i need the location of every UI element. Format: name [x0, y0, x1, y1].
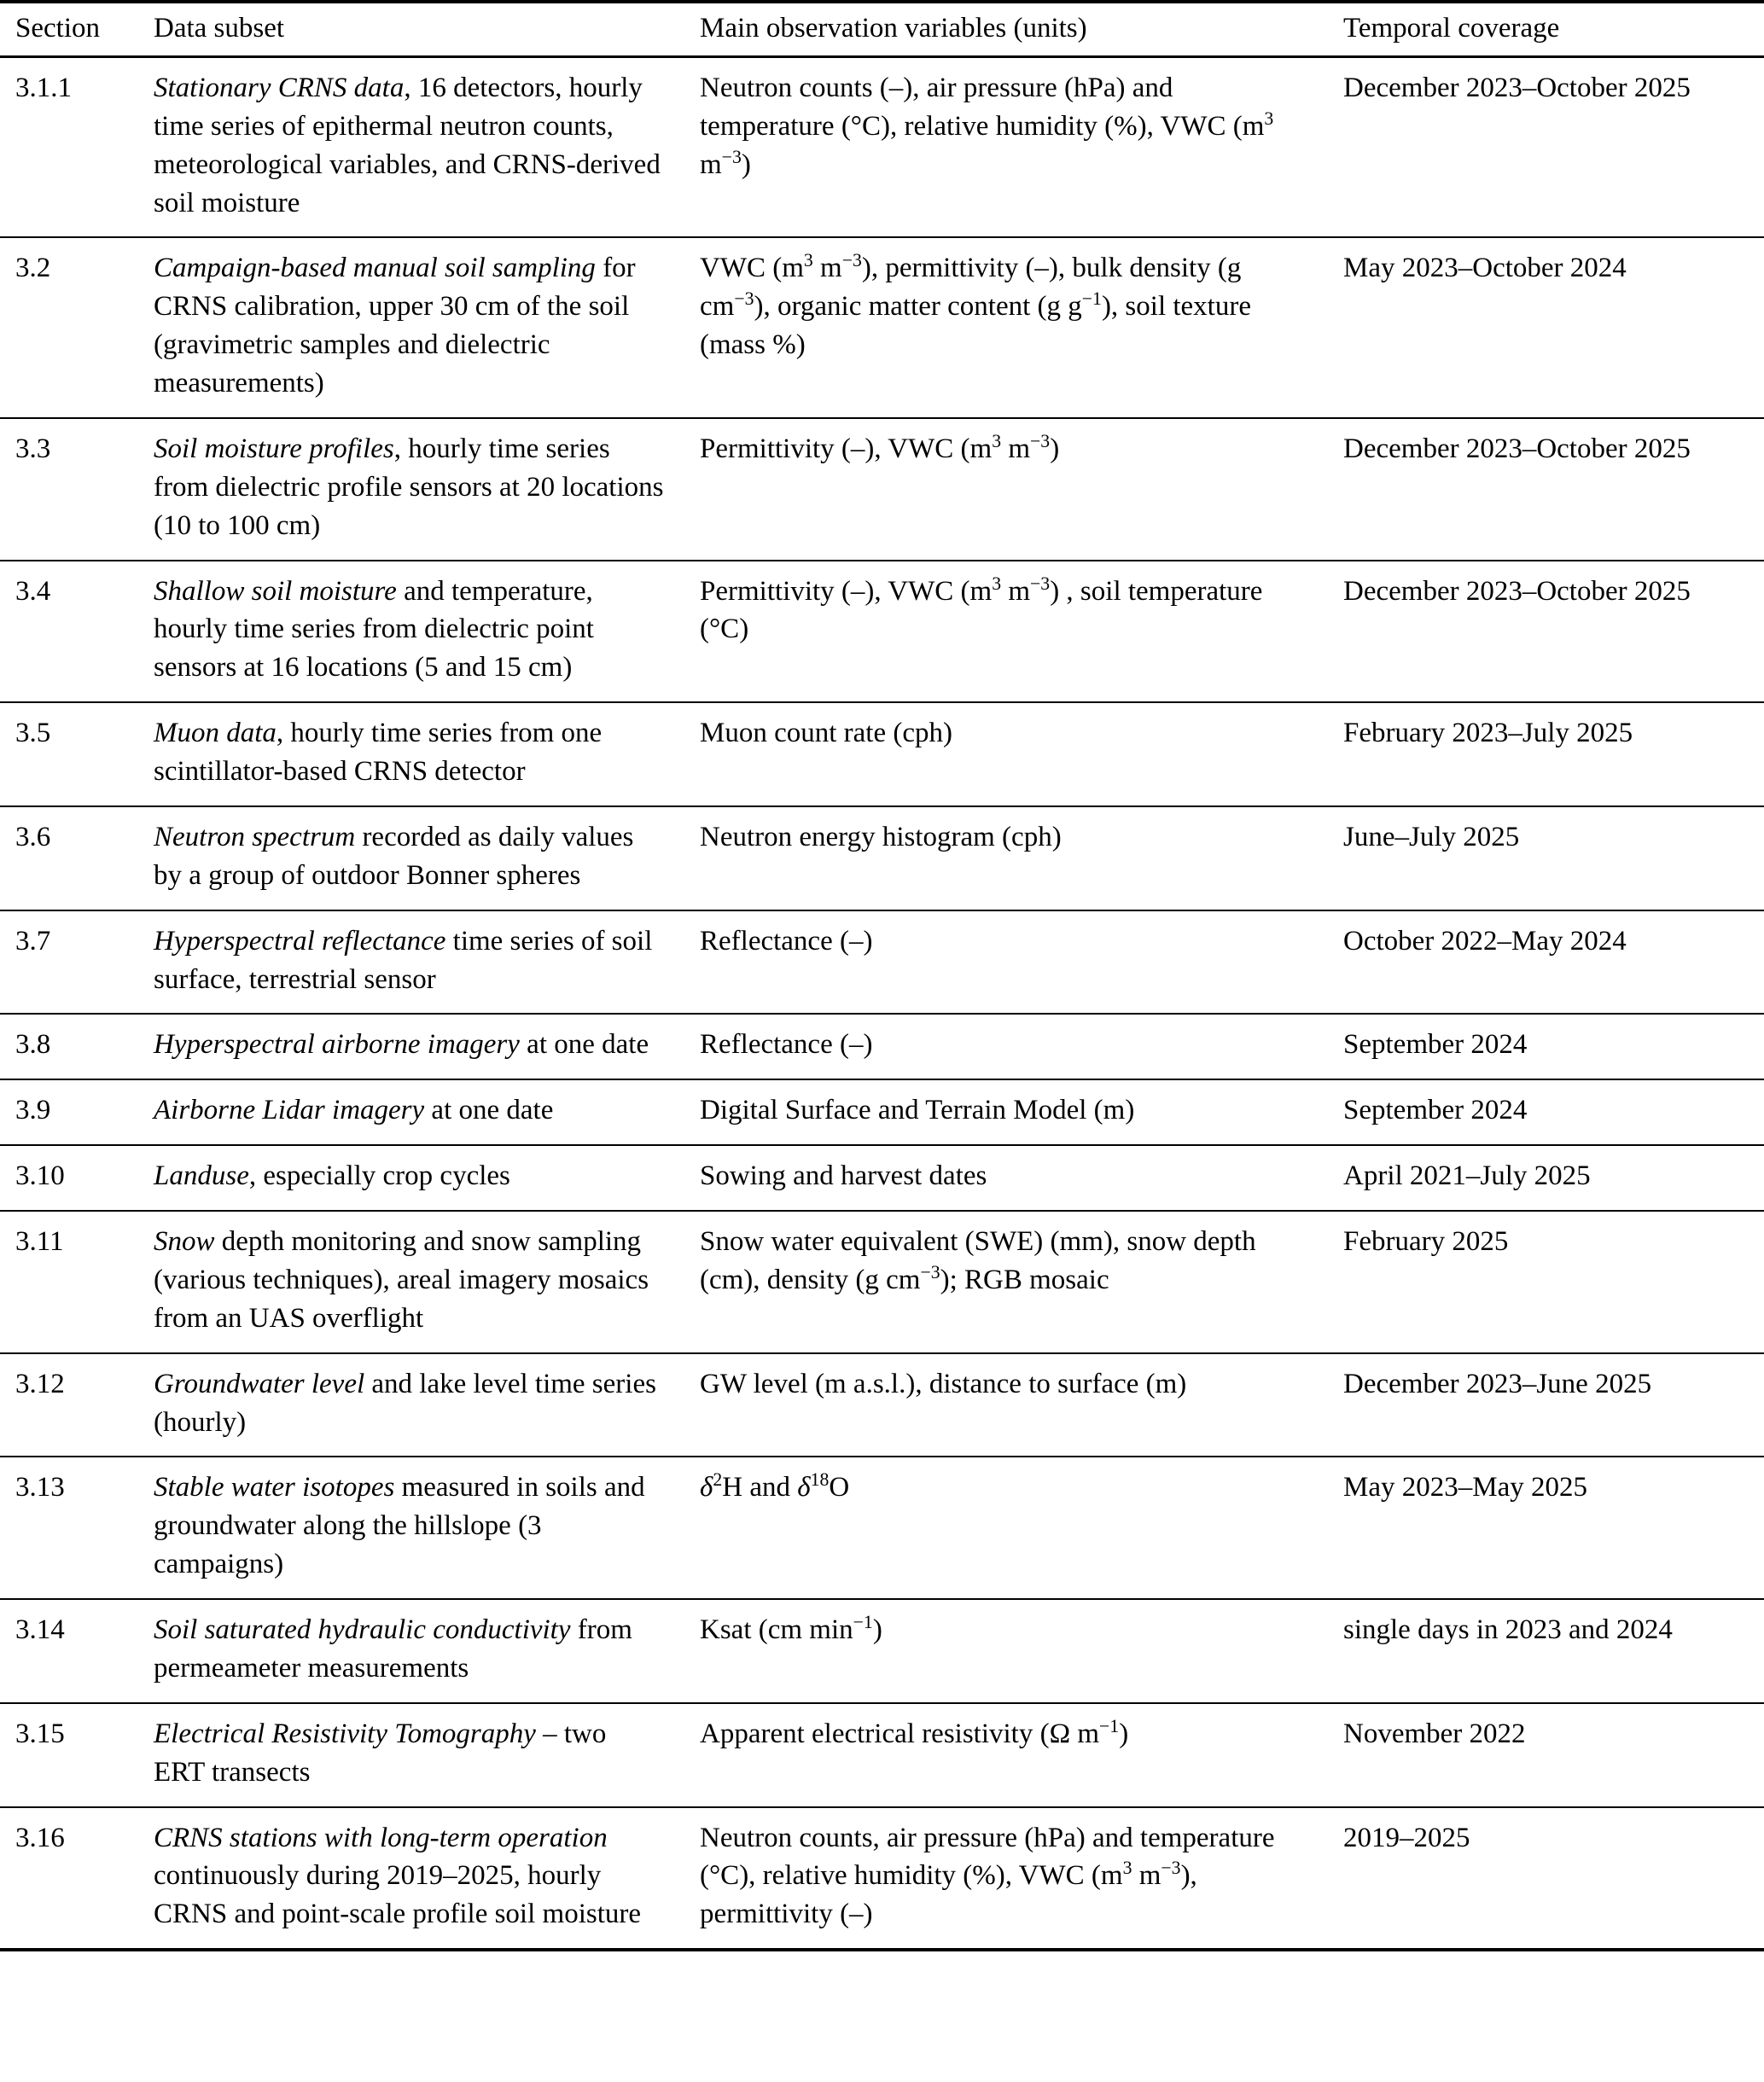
table-row — [0, 418, 1764, 561]
data-subset-cell: Hyperspectral airborne imagery at one date — [154, 1014, 700, 1079]
coverage-cell: October 2022–May 2024 — [1343, 910, 1764, 1015]
table-row — [0, 1211, 1764, 1353]
table-row — [0, 1014, 1764, 1079]
variables-cell: Permittivity (–), VWC ($m^3$ $m^{-3}$) , soil temperature (°C) — [700, 561, 1343, 703]
table-body — [0, 56, 1764, 1950]
data-subset-cell: Soil moisture profiles, hourly time series from dielectric profile sensors at 20 locations (10 to 100 cm) — [154, 418, 700, 561]
data-subset-cell: Shallow soil moisture and temperature, hourly time series from dielectric point sensors at 16 locations (5 and 15 cm) — [154, 561, 700, 703]
data-subset-cell: Groundwater level and lake level time series (hourly) — [154, 1353, 700, 1457]
table-row — [0, 1703, 1764, 1807]
table-row — [0, 1079, 1764, 1145]
section-cell: 3.1.1 — [0, 56, 154, 237]
variables-cell: Snow water equivalent (SWE) (mm), snow depth (cm), density (g $cm^{-3}$); RGB mosaic — [700, 1211, 1343, 1353]
section-cell: 3.4 — [0, 561, 154, 703]
variables-cell: Ksat (cm $\min^{-1}$) — [700, 1599, 1343, 1703]
table-row — [0, 56, 1764, 237]
section-cell: 3.3 — [0, 418, 154, 561]
table-row — [0, 806, 1764, 910]
table-row — [0, 1145, 1764, 1211]
section-cell: 3.7 — [0, 910, 154, 1015]
coverage-cell: December 2023–October 2025 — [1343, 418, 1764, 561]
variables-cell: Reflectance (–) — [700, 1014, 1343, 1079]
section-cell: 3.8 — [0, 1014, 154, 1079]
data-subset-cell: Muon data, hourly time series from one scintillator-based CRNS detector — [154, 702, 700, 806]
coverage-cell: 2019–2025 — [1343, 1807, 1764, 1951]
coverage-cell: May 2023–October 2024 — [1343, 237, 1764, 418]
coverage-cell: single days in 2023 and 2024 — [1343, 1599, 1764, 1703]
col-header-temporal-coverage: Temporal coverage — [1343, 2, 1764, 56]
section-cell: 3.16 — [0, 1807, 154, 1951]
section-cell: 3.12 — [0, 1353, 154, 1457]
data-subset-cell: Campaign-based manual soil sampling for CRNS calibration, upper 30 cm of the soil (gravimetric samples and dielectric measurements) — [154, 237, 700, 418]
variables-cell: Apparent electrical resistivity (Ω $m^{-1}$) — [700, 1703, 1343, 1807]
variables-cell: Digital Surface and Terrain Model (m) — [700, 1079, 1343, 1145]
table-row — [0, 702, 1764, 806]
data-subset-cell: Neutron spectrum recorded as daily values by a group of outdoor Bonner spheres — [154, 806, 700, 910]
data-subset-cell: Stationary CRNS data, 16 detectors, hourly time series of epithermal neutron counts, meteorological variables, and CRNS-derived soil moisture — [154, 56, 700, 237]
coverage-cell: February 2025 — [1343, 1211, 1764, 1353]
variables-cell: VWC ($m^3$ $m^{-3}$), permittivity (–), bulk density (g $cm^{-3}$), organic matter content (g $g^{-1}$), soil texture (mass %) — [700, 237, 1343, 418]
table-row — [0, 1599, 1764, 1703]
section-cell: 3.6 — [0, 806, 154, 910]
coverage-cell: November 2022 — [1343, 1703, 1764, 1807]
col-header-data-subset: Data subset — [154, 2, 700, 56]
col-header-variables: Main observation variables (units) — [700, 2, 1343, 56]
variables-cell: Reflectance (–) — [700, 910, 1343, 1015]
table-header — [0, 2, 1764, 56]
col-header-section: Section — [0, 2, 154, 56]
data-subset-cell: Stable water isotopes measured in soils and groundwater along the hillslope (3 campaigns) — [154, 1457, 700, 1599]
coverage-cell: June–July 2025 — [1343, 806, 1764, 910]
data-subset-cell: Hyperspectral reflectance time series of soil surface, terrestrial sensor — [154, 910, 700, 1015]
coverage-cell: February 2023–July 2025 — [1343, 702, 1764, 806]
variables-cell: $\delta^2H$ and $\delta^{18}O$ — [700, 1457, 1343, 1599]
coverage-cell: September 2024 — [1343, 1079, 1764, 1145]
table-row — [0, 561, 1764, 703]
variables-cell: GW level (m a.s.l.), distance to surface (m) — [700, 1353, 1343, 1457]
variables-cell: Neutron energy histogram (cph) — [700, 806, 1343, 910]
table-row — [0, 1807, 1764, 1951]
coverage-cell: September 2024 — [1343, 1014, 1764, 1079]
variables-cell: Muon count rate (cph) — [700, 702, 1343, 806]
variables-cell: Permittivity (–), VWC ($m^3$ $m^{-3}$) — [700, 418, 1343, 561]
coverage-cell: December 2023–June 2025 — [1343, 1353, 1764, 1457]
section-cell: 3.10 — [0, 1145, 154, 1211]
section-cell: 3.14 — [0, 1599, 154, 1703]
table-row — [0, 1457, 1764, 1599]
section-cell: 3.9 — [0, 1079, 154, 1145]
data-subset-cell: Airborne Lidar imagery at one date — [154, 1079, 700, 1145]
coverage-cell: December 2023–October 2025 — [1343, 56, 1764, 237]
coverage-cell: May 2023–May 2025 — [1343, 1457, 1764, 1599]
data-subset-cell: Electrical Resistivity Tomography – two ERT transects — [154, 1703, 700, 1807]
table-row — [0, 237, 1764, 418]
header-row — [0, 2, 1764, 56]
table-row — [0, 1353, 1764, 1457]
section-cell: 3.5 — [0, 702, 154, 806]
section-cell: 3.11 — [0, 1211, 154, 1353]
section-cell: 3.15 — [0, 1703, 154, 1807]
section-cell: 3.13 — [0, 1457, 154, 1599]
data-subset-cell: Soil saturated hydraulic conductivity from permeameter measurements — [154, 1599, 700, 1703]
variables-cell: Sowing and harvest dates — [700, 1145, 1343, 1211]
variables-cell: Neutron counts, air pressure (hPa) and temperature (°C), relative humidity (%), VWC ($m^3$ $m^{-3}$), permittivity (–) — [700, 1807, 1343, 1951]
coverage-cell: April 2021–July 2025 — [1343, 1145, 1764, 1211]
section-cell: 3.2 — [0, 237, 154, 418]
coverage-cell: December 2023–October 2025 — [1343, 561, 1764, 703]
data-subset-cell: Snow depth monitoring and snow sampling (various techniques), areal imagery mosaics from an UAS overflight — [154, 1211, 700, 1353]
table-row — [0, 910, 1764, 1015]
data-subset-cell: Landuse, especially crop cycles — [154, 1145, 700, 1211]
data-subset-cell: CRNS stations with long-term operation continuously during 2019–2025, hourly CRNS and point-scale profile soil moisture — [154, 1807, 700, 1951]
variables-cell: Neutron counts (–), air pressure (hPa) and temperature (°C), relative humidity (%), VWC ($m^3$ $m^{-3}$) — [700, 56, 1343, 237]
